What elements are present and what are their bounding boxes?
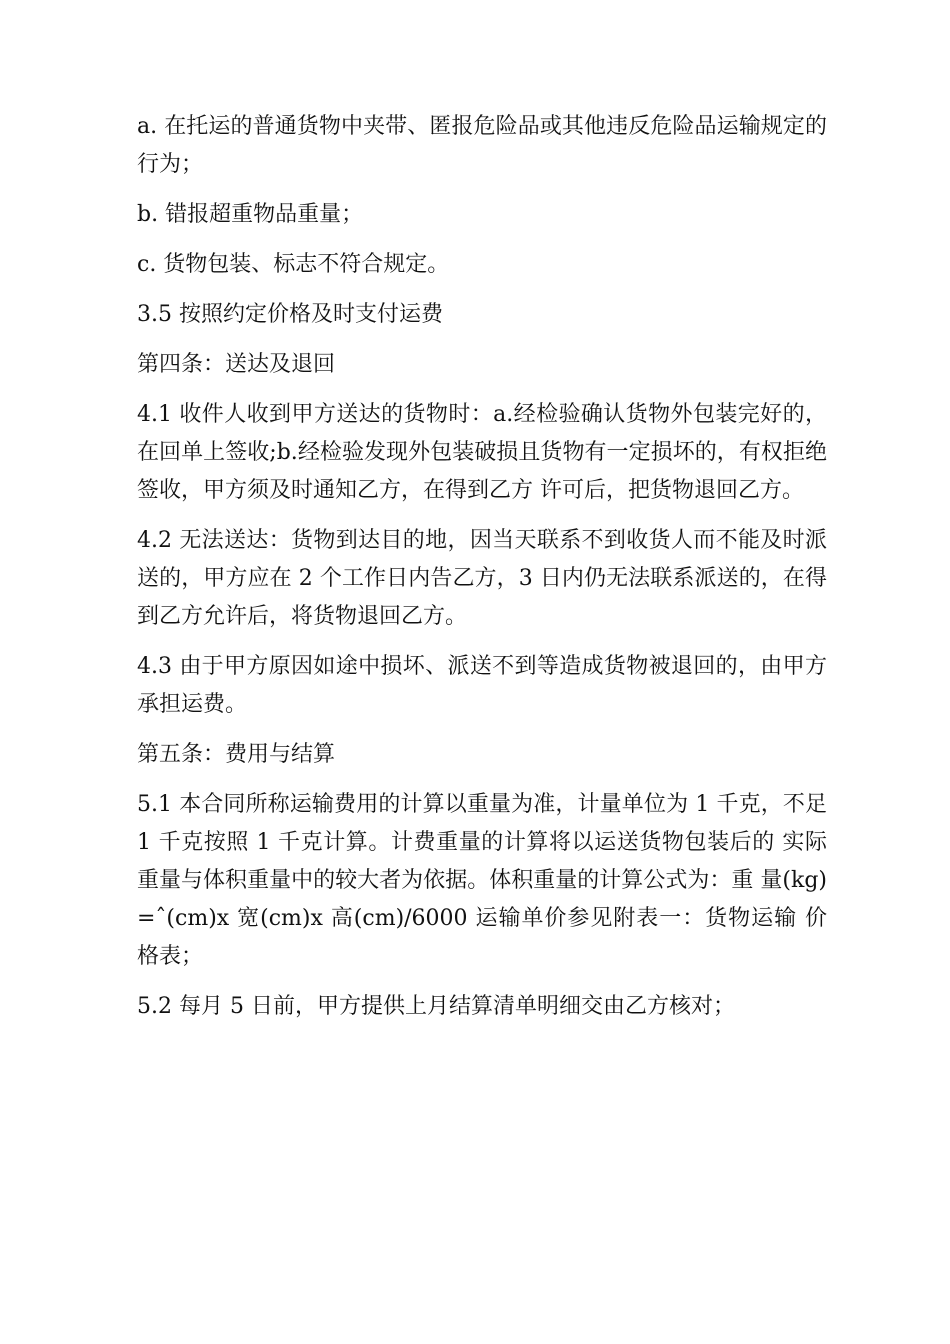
clause-b: b. 错报超重物品重量； [137, 202, 364, 227]
clause-3-5: 3.5 按照约定价格及时支付运费 [137, 302, 443, 327]
article-5-heading: 第五条：费用与结算 [137, 742, 336, 767]
article-4-heading: 第四条：送达及退回 [137, 352, 336, 377]
clause-5-1: 5.1 本合同所称运输费用的计算以重量为准，计量单位为 1 千克，不足 1 千克按照 1 千克计算。计费重量的计算将以运送货物包装后的 实际重量与体积重量中的较大者为依据。体积重量的计算公式为：重 量(kg)=ˆ(cm)x 宽(cm)x 高(cm)/6000 运输单价参见附表一：货物运输 价格表； [137, 792, 827, 969]
clause-a: a. 在托运的普通货物中夹带、匿报危险品或其他违反危险品运输规定的行为； [137, 114, 827, 177]
document-body [137, 108, 827, 1038]
clause-5-2: 5.2 每月 5 日前，甲方提供上月结算清单明细交由乙方核对； [137, 994, 735, 1019]
clause-4-2: 4.2 无法送达：货物到达目的地，因当天联系不到收货人而不能及时派送的，甲方应在 2 个工作日内告乙方，3 日内仍无法联系派送的，在得到乙方允许后，将货物退回乙方。 [137, 528, 827, 629]
clause-4-1: 4.1 收件人收到甲方送达的货物时：a.经检验确认货物外包装完好的，在回单上签收;b.经检验发现外包装破损且货物有一定损坏的，有权拒绝签收，甲方须及时通知乙方，在得到乙方 许可后，把货物退回乙方。 [137, 402, 827, 503]
clause-4-3: 4.3 由于甲方原因如途中损坏、派送不到等造成货物被退回的，由甲方承担运费。 [137, 654, 827, 717]
clause-c: c. 货物包装、标志不符合规定。 [137, 252, 450, 277]
